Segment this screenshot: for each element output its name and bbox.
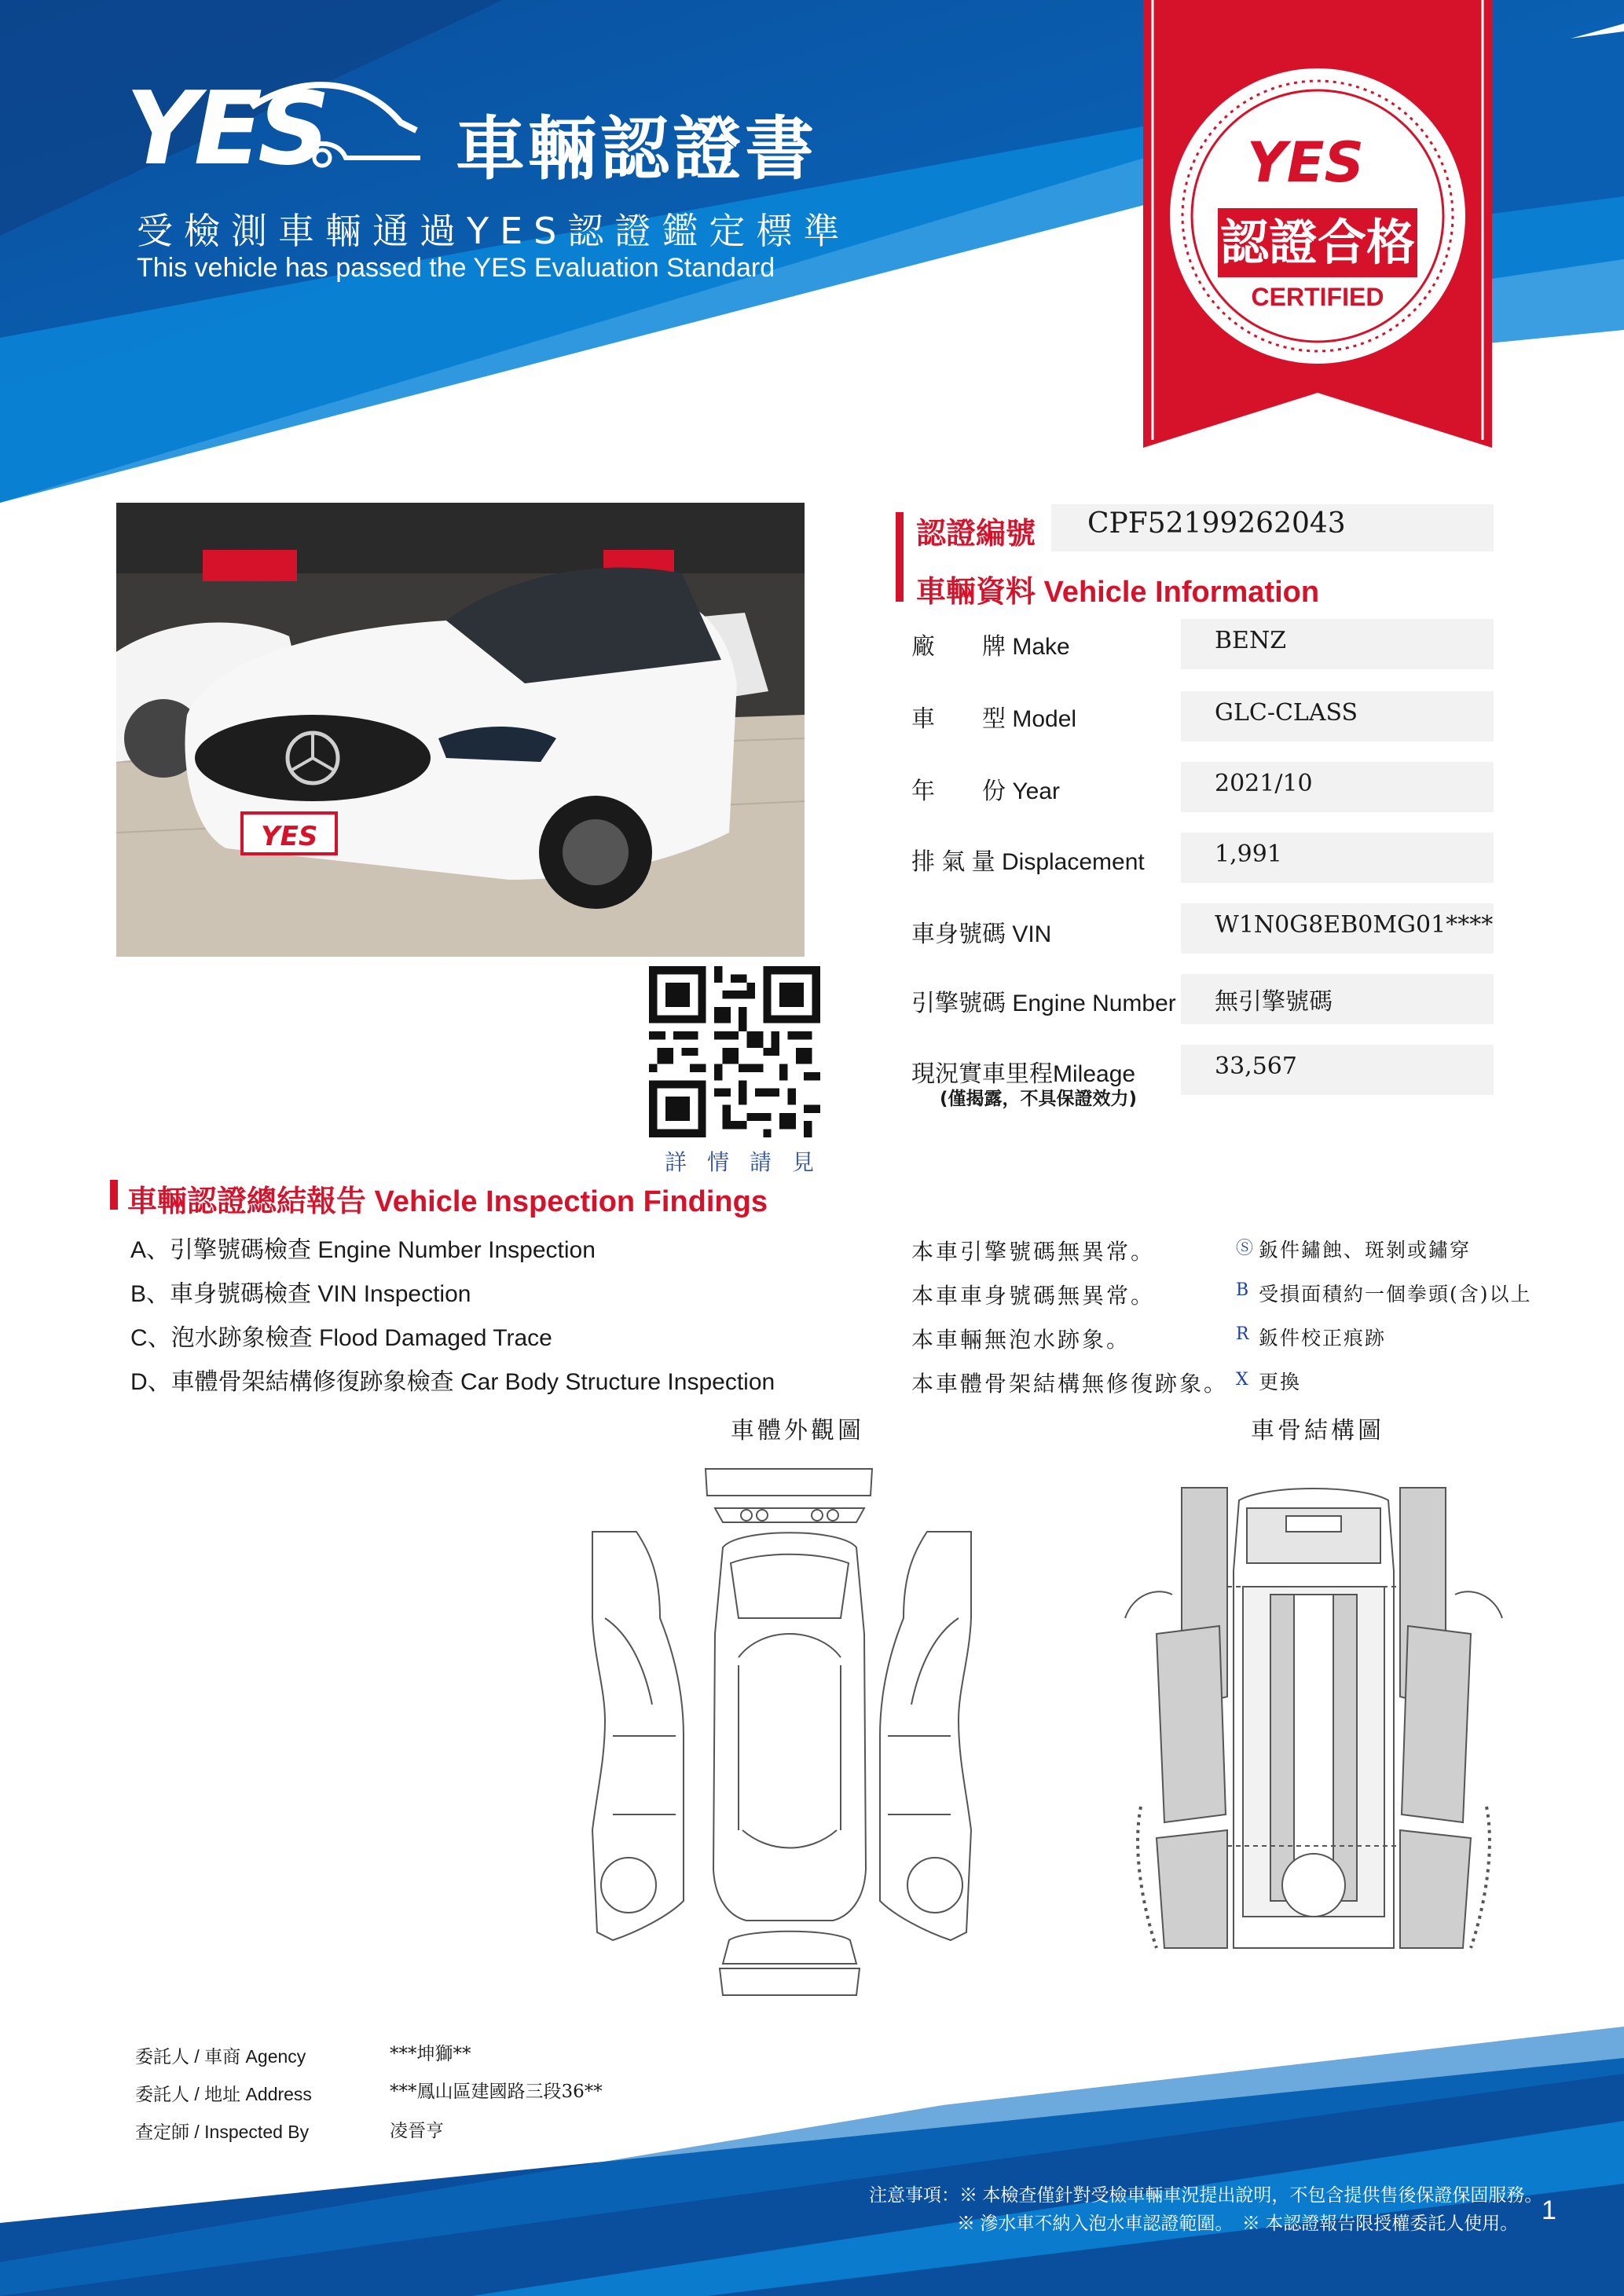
engine-number-label: 引擎號碼 Engine Number bbox=[911, 991, 1176, 1016]
mileage-note: (僅揭露，不具保證效力) bbox=[940, 1089, 1138, 1109]
cert-number: CPF52199262043 bbox=[1087, 507, 1346, 540]
structure-diagram bbox=[1109, 1477, 1518, 1979]
year-value: 2021/10 bbox=[1215, 770, 1313, 797]
model-value: GLC-CLASS bbox=[1215, 699, 1358, 727]
certified-badge bbox=[1143, 0, 1492, 448]
legend-symbol-r-icon: R bbox=[1236, 1324, 1249, 1344]
displacement-label: 排 氣 量 Displacement bbox=[911, 849, 1145, 875]
badge-logo: YES bbox=[1247, 130, 1364, 195]
findings-title: 車輛認證總結報告 Vehicle Inspection Findings bbox=[127, 1185, 768, 1218]
address-label: 委託人 / 地址 Address bbox=[135, 2084, 312, 2104]
year-label: 年 份 Year bbox=[911, 778, 1060, 804]
model-label: 車 型 Model bbox=[911, 706, 1077, 732]
subtitle-zh: 受檢測車輛通過YES認證鑑定標準 bbox=[137, 210, 851, 252]
legend-text-r: 鈑件校正痕跡 bbox=[1259, 1327, 1387, 1349]
legend-text-s: 鈑件鏽蝕、斑剝或鏽穿 bbox=[1259, 1239, 1472, 1262]
finding-b-label: B、車身號碼檢查 VIN Inspection bbox=[130, 1281, 471, 1307]
yes-logo: YES bbox=[126, 71, 424, 189]
exterior-diagram-caption: 車體外觀圖 bbox=[731, 1417, 864, 1445]
agency-value: ***坤獅** bbox=[390, 2044, 471, 2064]
finding-c-label: C、泡水跡象檢查 Flood Damaged Trace bbox=[130, 1325, 552, 1351]
mileage-label: 現況實車里程Mileage bbox=[911, 1061, 1136, 1087]
legend-symbol-b-icon: B bbox=[1236, 1280, 1249, 1300]
legend-symbol-s-icon: Ⓢ bbox=[1236, 1239, 1254, 1258]
vehicle-info-title: 車輛資料 Vehicle Information bbox=[916, 576, 1320, 609]
structure-diagram-caption: 車骨結構圖 bbox=[1251, 1417, 1384, 1445]
legend-symbol-x-icon: X bbox=[1236, 1370, 1248, 1390]
inspector-value: 凌晉亨 bbox=[390, 2121, 444, 2141]
agency-label: 委託人 / 車商 Agency bbox=[135, 2046, 306, 2067]
footer-note-2: ※ 滲水車不納入泡水車認證範圍。 ※ 本認證報告限授權委託人使用。 bbox=[957, 2213, 1519, 2233]
badge-text-zh: 認證合格 bbox=[1218, 208, 1417, 277]
qr-caption: 詳情請見 bbox=[665, 1149, 835, 1175]
displacement-value: 1,991 bbox=[1215, 840, 1282, 868]
findings-section-bar bbox=[110, 1180, 118, 1210]
finding-c-result: 本車輛無泡水跡象。 bbox=[911, 1327, 1131, 1353]
footer-background bbox=[0, 2027, 1624, 2296]
finding-d-result: 本車體骨架結構無修復跡象。 bbox=[911, 1371, 1229, 1397]
make-value: BENZ bbox=[1215, 627, 1287, 654]
cert-section-bar bbox=[896, 512, 904, 602]
page-number: 1 bbox=[1542, 2195, 1556, 2225]
finding-a-label: A、引擎號碼檢查 Engine Number Inspection bbox=[130, 1237, 596, 1263]
engine-number-value: 無引擎號碼 bbox=[1215, 988, 1333, 1016]
qr-code-icon[interactable] bbox=[649, 966, 820, 1137]
cert-number-label: 認證編號 bbox=[916, 518, 1036, 551]
vehicle-photo bbox=[116, 503, 805, 957]
legend-text-x: 更換 bbox=[1259, 1371, 1302, 1393]
license-plate-text: YES bbox=[261, 821, 318, 852]
exterior-diagram bbox=[581, 1461, 982, 2003]
badge-text-en: CERTIFIED bbox=[1251, 283, 1384, 311]
mileage-value: 33,567 bbox=[1215, 1053, 1297, 1080]
vin-value: W1N0G8EB0MG01**** bbox=[1215, 911, 1494, 939]
vin-label: 車身號碼 VIN bbox=[911, 921, 1052, 947]
legend-text-b: 受損面積約一個拳頭(含)以上 bbox=[1259, 1283, 1532, 1305]
car-swoosh-icon bbox=[244, 75, 424, 170]
finding-d-label: D、車體骨架結構修復跡象檢查 Car Body Structure Inspection bbox=[130, 1369, 775, 1395]
footer-note-1: 注意事項：※ 本檢查僅針對受檢車輛車況提出說明，不包含提供售後保證保固服務。 bbox=[869, 2184, 1543, 2205]
finding-a-result: 本車引擎號碼無異常。 bbox=[911, 1239, 1156, 1265]
page-title: 車輛認證書 bbox=[456, 108, 818, 189]
subtitle-en: This vehicle has passed the YES Evaluation Standard bbox=[137, 253, 775, 283]
address-value: ***鳳山區建國路三段36** bbox=[390, 2082, 603, 2102]
finding-b-result: 本車車身號碼無異常。 bbox=[911, 1283, 1156, 1309]
make-label: 廠 牌 Make bbox=[911, 634, 1070, 660]
inspector-label: 查定師 / Inspected By bbox=[135, 2122, 310, 2142]
